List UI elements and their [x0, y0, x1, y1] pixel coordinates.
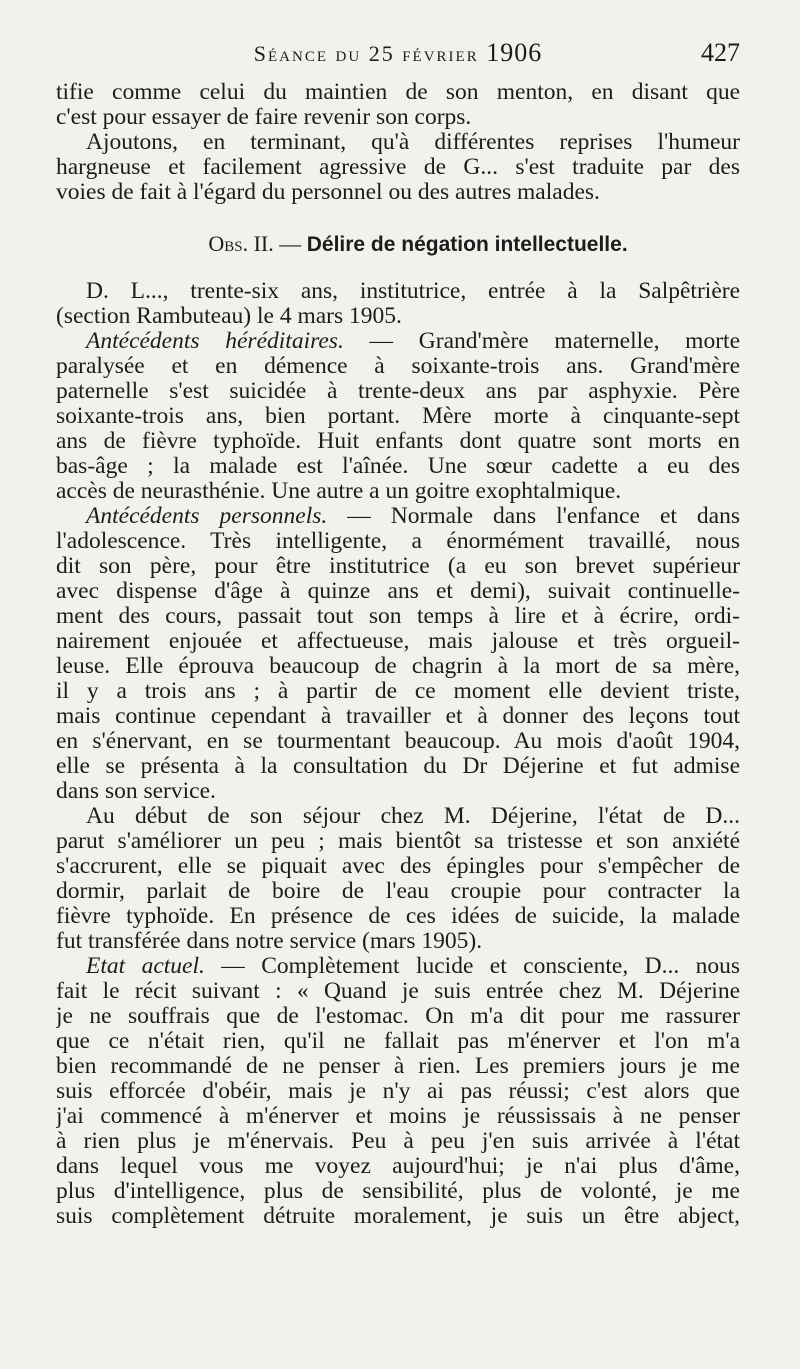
text-line: ans de fièvre typhoïde. Huit enfants dont quatre sont morts en	[56, 429, 740, 454]
section-label: Etat actuel.	[86, 954, 205, 979]
text-line: dans lequel vous me voyez aujourd'hui; je n'ai plus d'âme,	[56, 1154, 740, 1179]
text-line: s'accrurent, elle se piquait avec des épingles pour s'empêcher de	[56, 854, 740, 879]
text-line: fait le récit suivant : « Quand je suis entrée chez M. Déjerine	[56, 979, 740, 1004]
text-line: Ajoutons, en terminant, qu'à différentes reprises l'humeur	[86, 130, 740, 155]
text-line: je ne souffrais que de l'estomac. On m'a dit pour me rassurer	[56, 1004, 740, 1029]
text-line: D. L..., trente-six ans, institutrice, entrée à la Salpêtrière	[86, 279, 740, 304]
text-line: leuse. Elle éprouva beaucoup de chagrin à la mort de sa mère,	[56, 654, 740, 679]
text-line: plus d'intelligence, plus de sensibilité, plus de volonté, je me	[56, 1179, 740, 1204]
title-prefix: Séance du	[253, 41, 362, 66]
text-line: (section Rambuteau) le 4 mars 1905.	[56, 304, 402, 329]
text-line: hargneuse et facilement agressive de G... s'est traduite par des	[56, 155, 740, 180]
text-line: l'adolescence. Très intelligente, a énormément travaillé, nous	[56, 529, 740, 554]
running-head	[56, 38, 740, 78]
text-line: parut s'améliorer un peu ; mais bientôt sa tristesse et son anxiété	[56, 829, 740, 854]
page-number: 427	[701, 38, 740, 67]
text-line: dans son service.	[56, 779, 216, 804]
text-line: à rien plus je m'énervais. Peu à peu j'en suis arrivée à l'état	[56, 1129, 740, 1154]
text-line: paternelle s'est suicidée à trente-deux ans par asphyxie. Père	[56, 379, 740, 404]
text-line: j'ai commencé à m'énerver et moins je réussissais à ne penser	[56, 1104, 740, 1129]
running-title	[56, 38, 740, 68]
text-line: accès de neurasthénie. Une autre a un goitre exophtalmique.	[56, 479, 622, 504]
text-line: il y a trois ans ; à partir de ce moment elle devient triste,	[56, 679, 740, 704]
text-line: mais continue cependant à travailler et à donner des leçons tout	[56, 704, 740, 729]
text-line: Etat actuel. — Complètement lucide et consciente, D... nous	[86, 954, 740, 979]
text-line: dormir, parlait de boire de l'eau croupie pour contracter la	[56, 879, 740, 904]
observation-title: Délire de négation intellectuelle.	[306, 233, 628, 256]
section-label: Antécédents personnels.	[86, 504, 328, 529]
text-line: nairement enjouée et affectueuse, mais jalouse et très orgueil-	[56, 629, 740, 654]
text-line: c'est pour essayer de faire revenir son corps.	[56, 105, 472, 130]
section-label: Antécédents héréditaires.	[86, 329, 344, 354]
text-line: que ce n'était rien, qu'il ne fallait pas m'énerver et l'on m'a	[56, 1029, 740, 1054]
page-body	[56, 80, 740, 1229]
text-line: Antécédents personnels. — Normale dans l'enfance et dans	[86, 504, 740, 529]
text-line: avec dispense d'âge à quinze ans et demi), suivait continuelle-	[56, 579, 740, 604]
text-line: paralysée et en démence à soixante-trois ans. Grand'mère	[56, 354, 740, 379]
text-line: ment des cours, passait tout son temps à lire et à écrire, ordi-	[56, 604, 740, 629]
title-year: 1906	[486, 38, 543, 67]
title-day: 25	[368, 41, 395, 66]
text-line: en s'énervant, en se tourmentant beaucoup. Au mois d'août 1904,	[56, 729, 740, 754]
text-line: fut transférée dans notre service (mars 1905).	[56, 929, 483, 954]
text-line: voies de fait à l'égard du personnel ou des autres malades.	[56, 180, 600, 205]
text-line: elle se présenta à la consultation du Dr Déjerine et fut admise	[56, 754, 740, 779]
title-month: février	[402, 41, 479, 66]
text-line: bien recommandé de ne penser à rien. Les premiers jours je me	[56, 1054, 740, 1079]
text-line: Antécédents héréditaires. — Grand'mère maternelle, morte	[86, 329, 740, 354]
text-line: tifie comme celui du maintien de son menton, en disant que	[56, 80, 740, 105]
text-line: suis complètement détruite moralement, je suis un être abject,	[56, 1204, 740, 1229]
observation-number: Obs. II. —	[208, 231, 307, 256]
text-line: suis efforcée d'obéir, mais je n'y ai pas réussi; c'est alors que	[56, 1079, 740, 1104]
text-line: dit son père, pour être institutrice (a eu son brevet supérieur	[56, 554, 740, 579]
text-line: bas-âge ; la malade est l'aînée. Une sœur cadette a eu des	[56, 454, 740, 479]
text-line: Au début de son séjour chez M. Déjerine, l'état de D...	[86, 804, 740, 829]
observation-heading	[96, 229, 740, 259]
text-line: fièvre typhoïde. En présence de ces idées de suicide, la malade	[56, 904, 740, 929]
text-line: soixante-trois ans, bien portant. Mère morte à cinquante-sept	[56, 404, 740, 429]
